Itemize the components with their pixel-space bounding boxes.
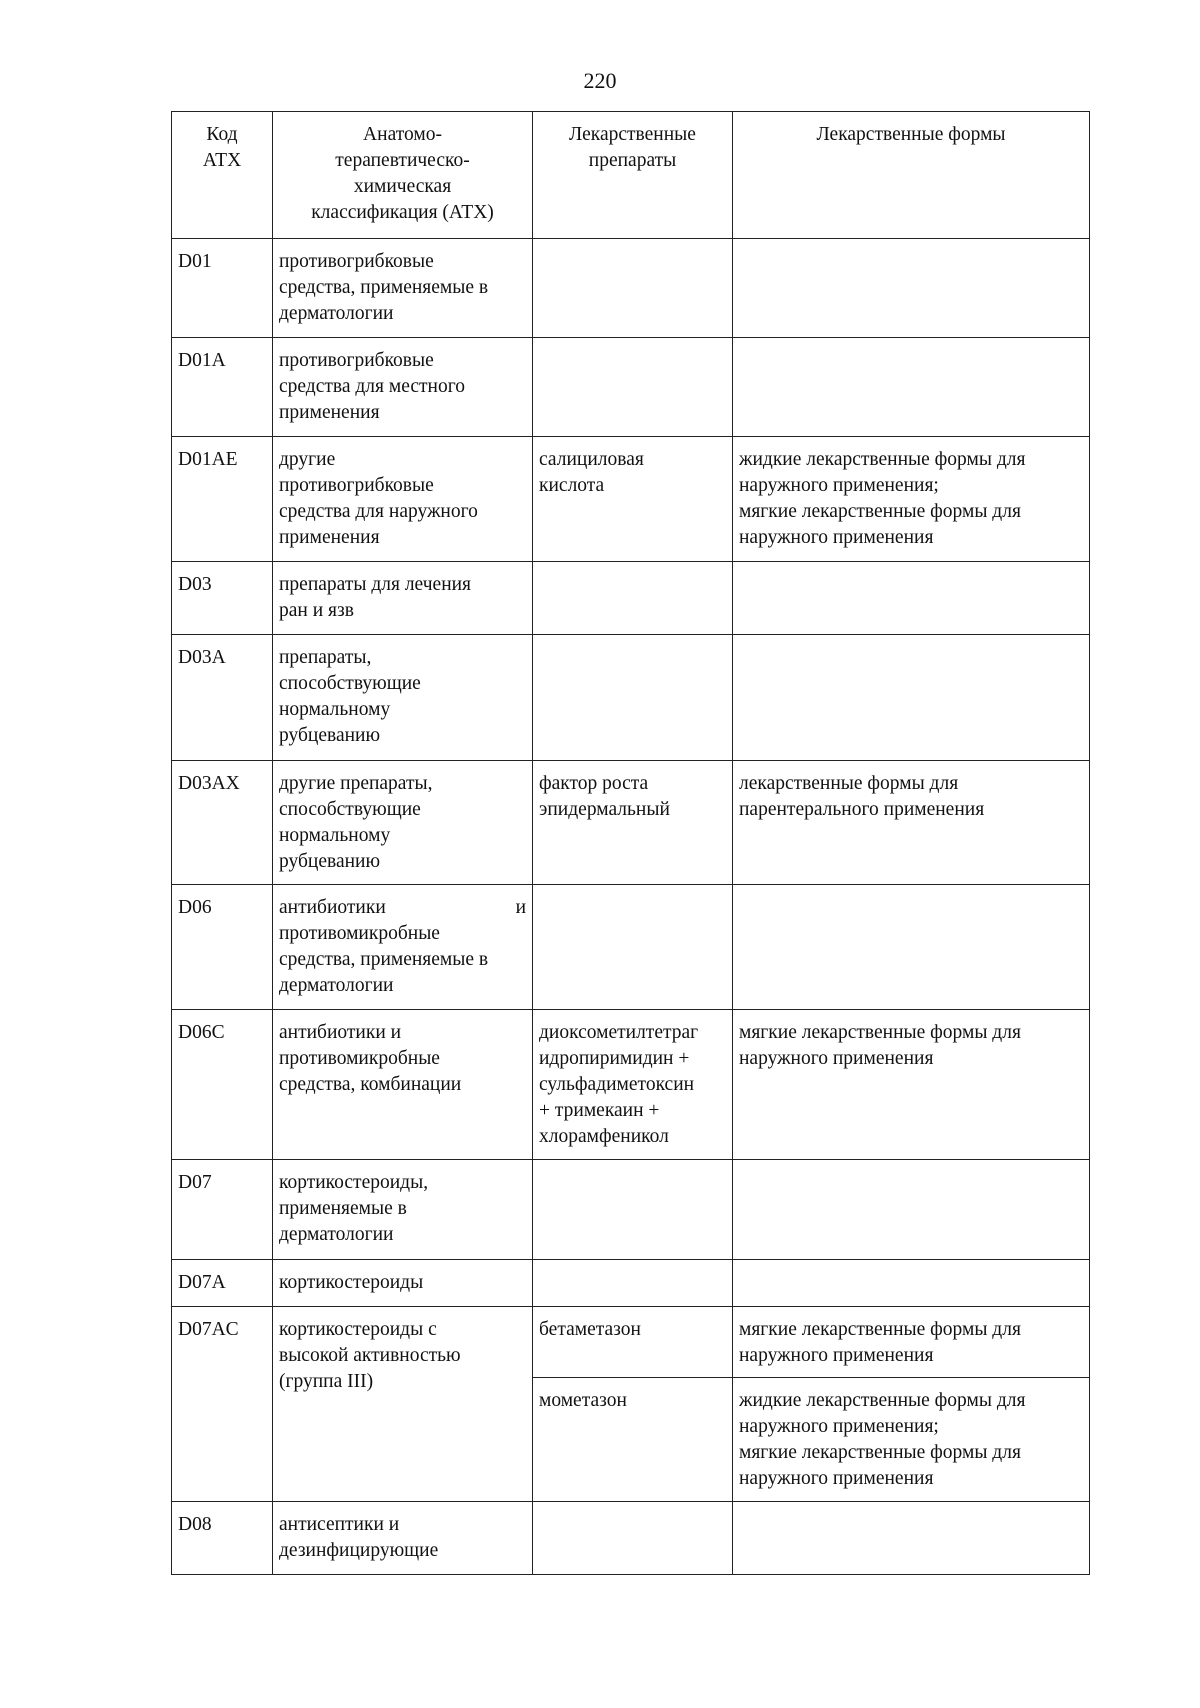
row-classification: антибиотики и противомикробные средства, комбинации <box>273 1010 533 1160</box>
row-classification: кортикостероиды с высокой активностью (группа III) <box>273 1307 533 1502</box>
row-forms <box>733 1160 1090 1260</box>
row-drug <box>533 1260 733 1307</box>
row-forms: жидкие лекарственные формы для наружного применения; мягкие лекарственные формы для наружного применения <box>733 1378 1090 1502</box>
table-row <box>172 885 1090 1010</box>
row-drug <box>533 1160 733 1260</box>
table-row <box>172 761 1090 885</box>
row-drug: мометазон <box>533 1378 733 1502</box>
header-drugs: Лекарственные препараты <box>533 112 733 239</box>
table-row <box>172 338 1090 437</box>
row-code: D06C <box>172 1010 273 1160</box>
header-code: Код АТХ <box>172 112 273 239</box>
row-forms <box>733 338 1090 437</box>
row-code: D08 <box>172 1502 273 1575</box>
page-number: 220 <box>583 68 617 93</box>
classification-first-line <box>279 895 526 921</box>
row-classification: противогрибковые средства для местного применения <box>273 338 533 437</box>
row-code: D07A <box>172 1260 273 1307</box>
row-classification: антисептики и дезинфицирующие <box>273 1502 533 1575</box>
row-classification: кортикостероиды <box>273 1260 533 1307</box>
row-drug <box>533 635 733 761</box>
row-drug <box>533 1502 733 1575</box>
row-drug <box>533 562 733 635</box>
row-classification: другие противогрибковые средства для наружного применения <box>273 437 533 562</box>
row-forms: мягкие лекарственные формы для наружного применения <box>733 1307 1090 1378</box>
table-row <box>172 239 1090 338</box>
row-code: D01 <box>172 239 273 338</box>
row-code: D03AX <box>172 761 273 885</box>
row-classification: противогрибковые средства, применяемые в дерматологии <box>273 239 533 338</box>
table-row <box>172 1010 1090 1160</box>
table-row <box>172 437 1090 562</box>
classification-rest: противомикробные средства, применяемые в дерматологии <box>279 923 489 996</box>
row-forms <box>733 885 1090 1010</box>
row-classification <box>273 885 533 1010</box>
table-row <box>172 635 1090 761</box>
table-row <box>172 1502 1090 1575</box>
row-drug: салициловая кислота <box>533 437 733 562</box>
row-classification: кортикостероиды, применяемые в дерматологии <box>273 1160 533 1260</box>
row-code: D07 <box>172 1160 273 1260</box>
row-classification: препараты для лечения ран и язв <box>273 562 533 635</box>
header-classification: Анатомо- терапевтическо- химическая классификация (АТХ) <box>273 112 533 239</box>
classification-word: и <box>515 897 526 918</box>
row-forms: лекарственные формы для парентерального применения <box>733 761 1090 885</box>
header-forms: Лекарственные формы <box>733 112 1090 239</box>
row-code: D01AE <box>172 437 273 562</box>
classification-word: антибиотики <box>279 897 386 918</box>
row-forms <box>733 1260 1090 1307</box>
row-forms: мягкие лекарственные формы для наружного применения <box>733 1010 1090 1160</box>
row-code: D01A <box>172 338 273 437</box>
table-row <box>172 1307 1090 1378</box>
row-code: D03 <box>172 562 273 635</box>
row-drug: бетаметазон <box>533 1307 733 1378</box>
row-drug: фактор роста эпидермальный <box>533 761 733 885</box>
row-forms <box>733 635 1090 761</box>
table-row <box>172 562 1090 635</box>
atx-table <box>171 111 1090 1575</box>
row-forms <box>733 562 1090 635</box>
row-code: D07AC <box>172 1307 273 1502</box>
table-row <box>172 1160 1090 1260</box>
row-code: D03A <box>172 635 273 761</box>
row-drug <box>533 885 733 1010</box>
row-forms <box>733 1502 1090 1575</box>
table-row <box>172 1260 1090 1307</box>
row-drug <box>533 239 733 338</box>
row-drug: диоксометилтетраг идропиримидин + сульфадиметоксин + тримекаин + хлорамфеникол <box>533 1010 733 1160</box>
row-forms <box>733 239 1090 338</box>
row-drug <box>533 338 733 437</box>
row-classification: другие препараты, способствующие нормальному рубцеванию <box>273 761 533 885</box>
row-classification: препараты, способствующие нормальному рубцеванию <box>273 635 533 761</box>
row-forms: жидкие лекарственные формы для наружного применения; мягкие лекарственные формы для наружного применения <box>733 437 1090 562</box>
header-row <box>172 112 1090 239</box>
row-code: D06 <box>172 885 273 1010</box>
